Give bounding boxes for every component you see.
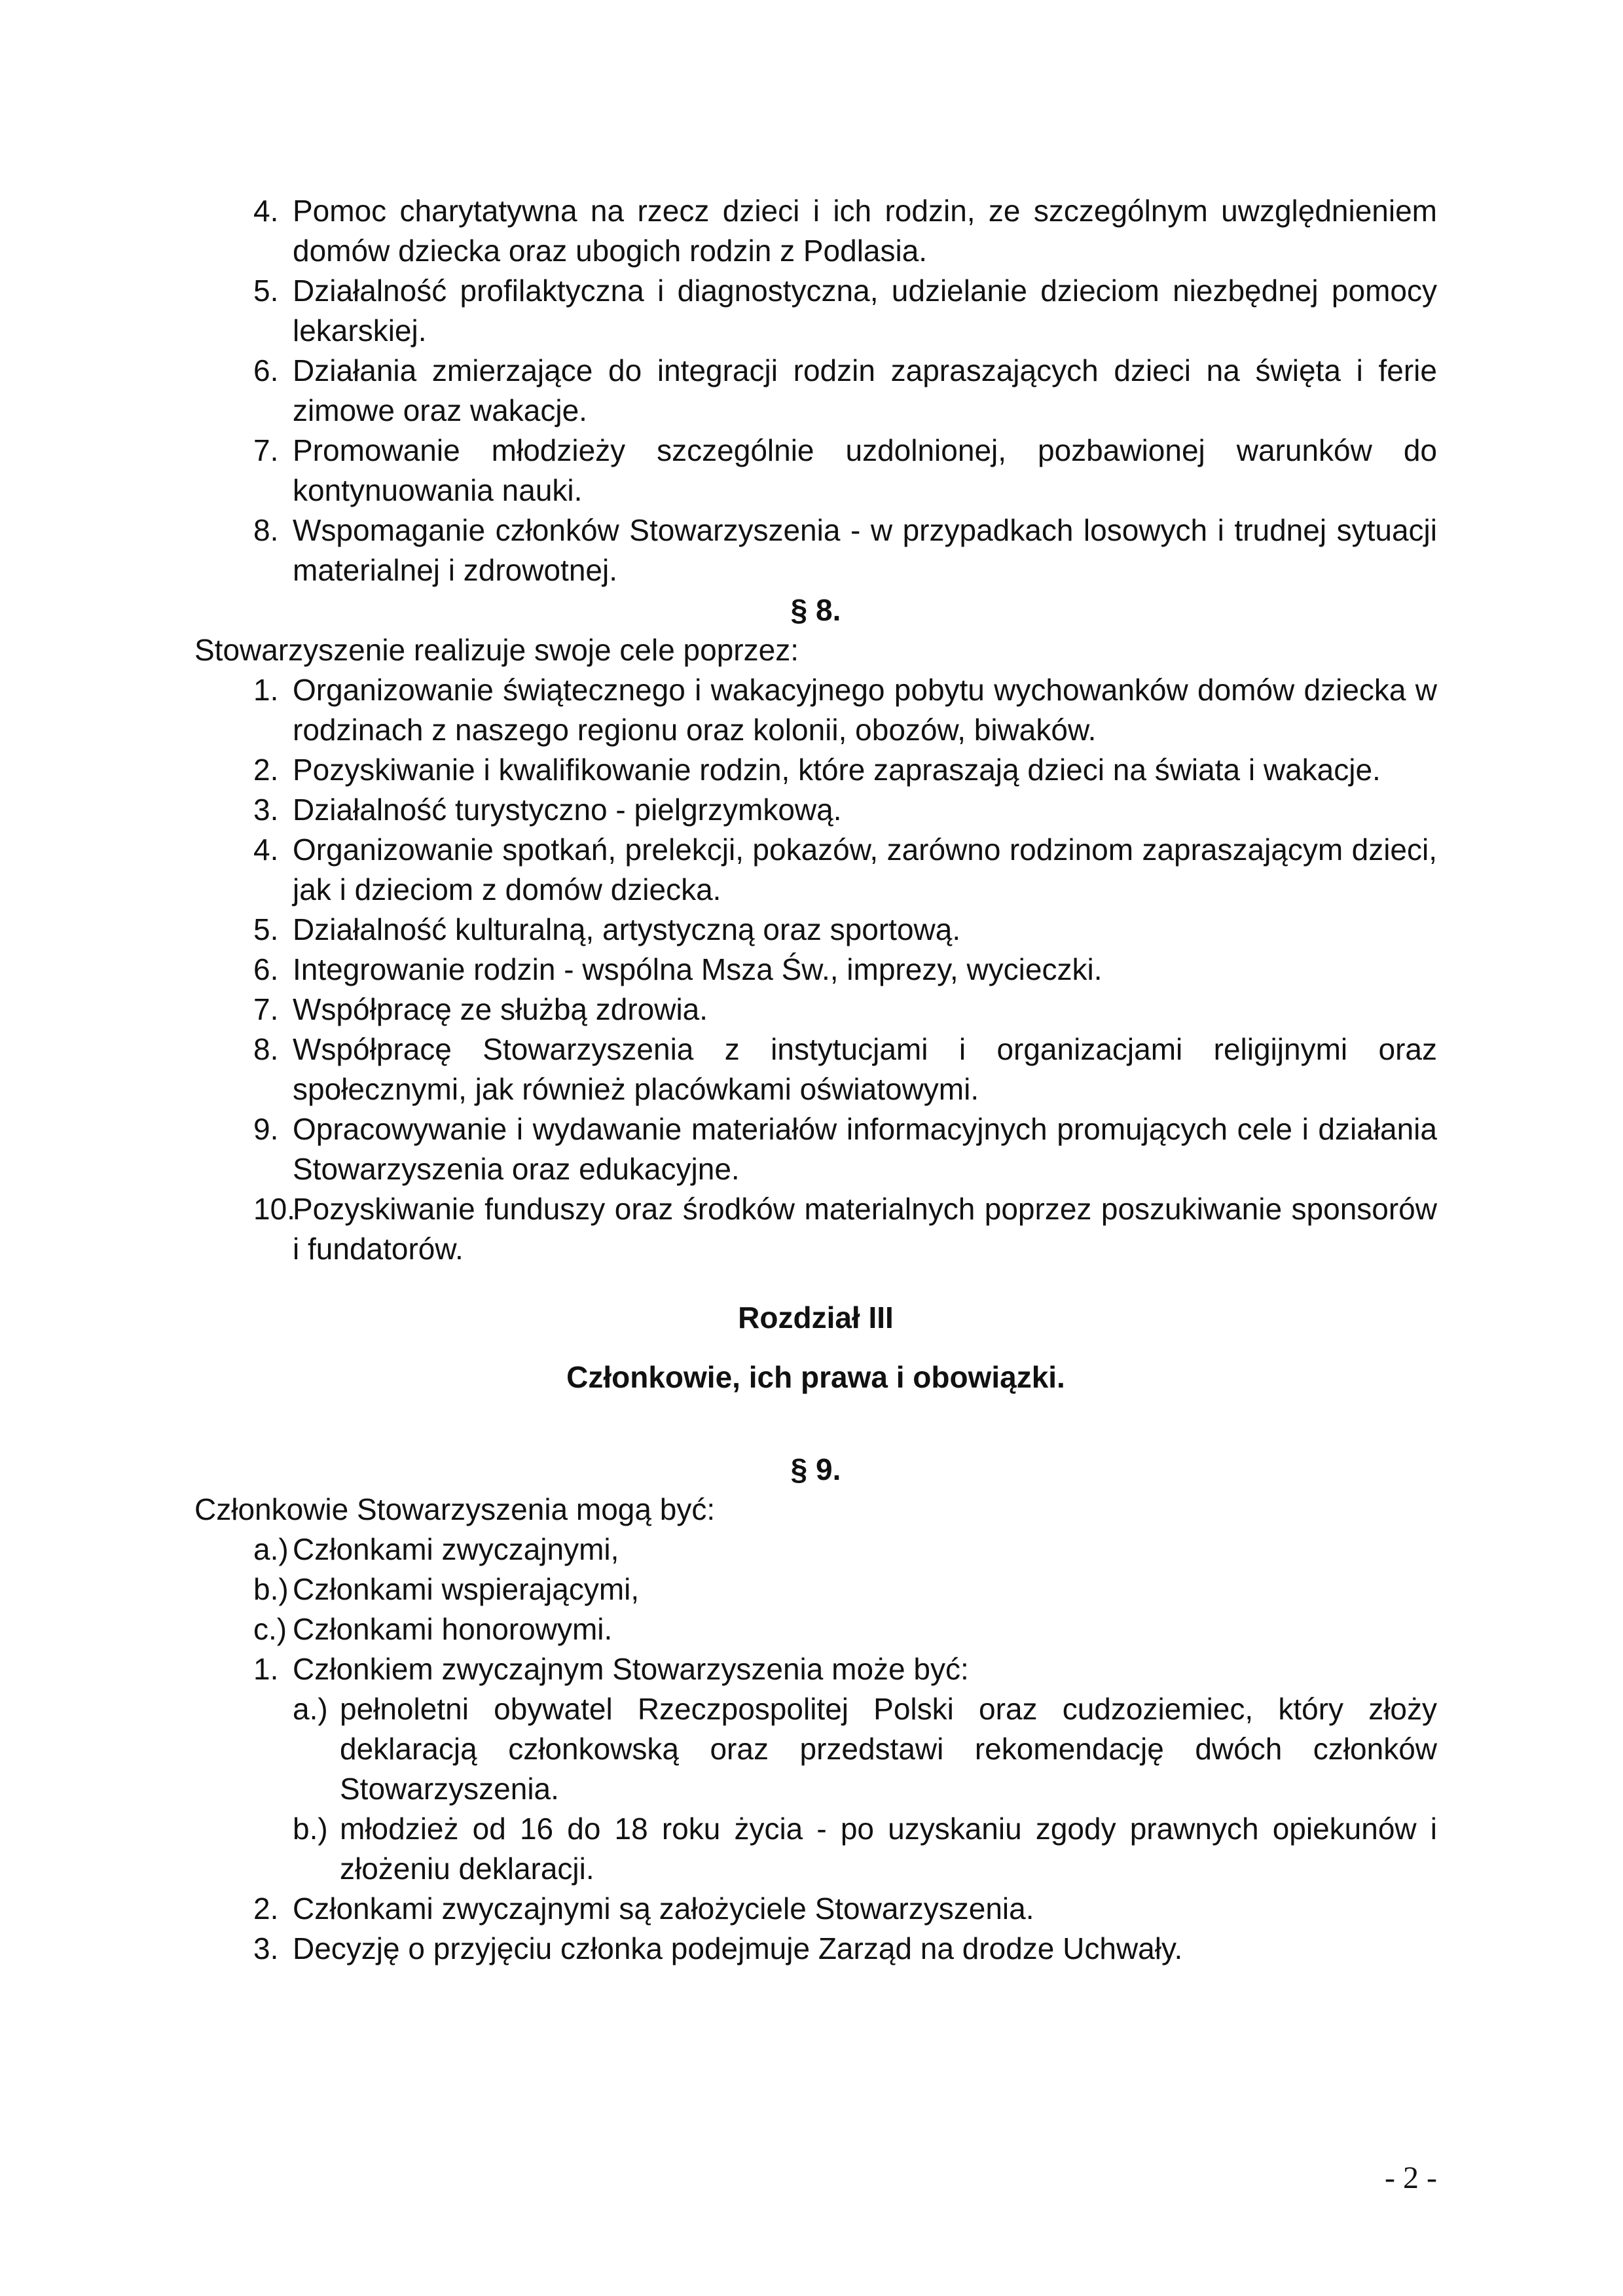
paragraph-9-list-rest	[194, 1889, 1437, 1969]
list-item	[194, 1889, 1437, 1929]
list-item-text: Organizowanie spotkań, prelekcji, pokazów, zarówno rodzinom zapraszającym dzieci, jak i dzieciom z domów dziecka.	[293, 833, 1437, 906]
list-item-number: b.)	[253, 1572, 289, 1606]
list-item-number: 5.	[253, 274, 279, 308]
list-item-text: Współpracę ze służbą zdrowia.	[293, 992, 708, 1026]
list-item-text: Działalność profilaktyczna i diagnostyczna, udzielanie dzieciom niezbędnej pomocy lekarskiej.	[293, 274, 1437, 348]
list-item-text: Pomoc charytatywna na rzecz dzieci i ich rodzin, ze szczególnym uwzględnieniem domów dziecka oraz ubogich rodzin z Podlasia.	[293, 194, 1437, 268]
list-item-number: 4.	[253, 194, 279, 228]
paragraph-9-intro: Członkowie Stowarzyszenia mogą być:	[194, 1492, 716, 1526]
list-item-text: Pozyskiwanie i kwalifikowanie rodzin, które zapraszają dzieci na świata i wakacje.	[293, 753, 1381, 787]
chapter-number: Rozdział III	[738, 1300, 894, 1335]
list-item-number: 4.	[253, 833, 279, 867]
list-item-text: Wspomaganie członków Stowarzyszenia - w przypadkach losowych i trudnej sytuacji materialnej i zdrowotnej.	[293, 513, 1437, 587]
list-item-text: pełnoletni obywatel Rzeczpospolitej Polski oraz cudzoziemiec, który złoży deklaracją członkowską oraz przedstawi rekomendację dwóch członków Stowarzyszenia.	[340, 1692, 1437, 1806]
goals-list	[194, 191, 1437, 590]
list-item-text: Opracowywanie i wydawanie materiałów informacyjnych promujących cele i działania Stowarzyszenia oraz edukacyjne.	[293, 1112, 1437, 1186]
list-item	[194, 1189, 1437, 1269]
list-item-text: Członkami zwyczajnymi są założyciele Stowarzyszenia.	[293, 1892, 1034, 1926]
list-item-number: 7.	[253, 992, 279, 1026]
list-item	[194, 790, 1437, 830]
list-item-text: Działalność turystyczno - pielgrzymkową.	[293, 793, 842, 827]
list-item-text: Działania zmierzające do integracji rodzin zapraszających dzieci na święta i ferie zimowe oraz wakacje.	[293, 353, 1437, 427]
list-item-text: Integrowanie rodzin - wspólna Msza Św., imprezy, wycieczki.	[293, 952, 1103, 986]
list-item-number: 3.	[253, 1931, 279, 1965]
list-item-number: a.)	[253, 1532, 289, 1566]
list-item	[194, 1109, 1437, 1189]
chapter-title: Członkowie, ich prawa i obowiązki.	[566, 1360, 1065, 1394]
list-item-text: Członkami zwyczajnymi,	[293, 1532, 619, 1566]
list-item	[194, 990, 1437, 1030]
paragraph-9-item-1	[194, 1649, 1437, 1689]
list-item	[194, 750, 1437, 790]
list-item-number: a.)	[293, 1692, 328, 1726]
list-item-text: Promowanie młodzieży szczególnie uzdolnionej, pozbawionej warunków do kontynuowania nauki.	[293, 433, 1437, 507]
list-item	[194, 1530, 1437, 1570]
list-item-text: Członkami honorowymi.	[293, 1612, 613, 1646]
member-types-list	[194, 1530, 1437, 1649]
list-item-text: Współpracę Stowarzyszenia z instytucjami i organizacjami religijnymi oraz społecznymi, jak również placówkami oświatowymi.	[293, 1032, 1437, 1106]
list-item-number: 1.	[253, 673, 279, 707]
list-item-text: Decyzję o przyjęciu członka podejmuje Zarząd na drodze Uchwały.	[293, 1931, 1183, 1965]
list-item	[194, 1649, 1437, 1689]
list-item-number: 10.	[253, 1192, 295, 1226]
list-item-number: 9.	[253, 1112, 279, 1146]
list-item	[194, 830, 1437, 910]
list-item-number: b.)	[293, 1812, 328, 1846]
regular-member-conditions	[194, 1689, 1437, 1889]
list-item	[194, 1809, 1437, 1889]
list-item	[194, 191, 1437, 271]
paragraph-8-list	[194, 670, 1437, 1269]
list-item-number: 6.	[253, 952, 279, 986]
page-number: - 2 -	[1385, 2161, 1437, 2195]
list-item-text: młodzież od 16 do 18 roku życia - po uzyskaniu zgody prawnych opiekunów i złożeniu deklaracji.	[340, 1812, 1437, 1886]
list-item	[194, 351, 1437, 431]
list-item-number: 6.	[253, 353, 279, 387]
list-item	[194, 431, 1437, 511]
list-item-number: c.)	[253, 1612, 287, 1646]
list-item	[194, 511, 1437, 590]
list-item-text: Działalność kulturalną, artystyczną oraz sportową.	[293, 912, 961, 946]
list-item	[194, 271, 1437, 351]
list-item	[194, 1609, 1437, 1649]
list-item-number: 3.	[253, 793, 279, 827]
paragraph-9-heading: § 9.	[790, 1452, 841, 1486]
list-item	[194, 1570, 1437, 1609]
list-item	[194, 950, 1437, 990]
list-item-text: Organizowanie świątecznego i wakacyjnego pobytu wychowanków domów dziecka w rodzinach z naszego regionu oraz kolonii, obozów, biwaków.	[293, 673, 1437, 747]
list-item-text: Pozyskiwanie funduszy oraz środków materialnych poprzez poszukiwanie sponsorów i fundatorów.	[293, 1192, 1437, 1266]
list-item-number: 8.	[253, 513, 279, 547]
list-item	[194, 1689, 1437, 1809]
list-item-number: 7.	[253, 433, 279, 467]
list-item-number: 2.	[253, 1892, 279, 1926]
list-item-number: 2.	[253, 753, 279, 787]
document-body	[194, 191, 1437, 1969]
list-item-number: 8.	[253, 1032, 279, 1066]
list-item-text: Członkiem zwyczajnym Stowarzyszenia może być:	[293, 1652, 969, 1686]
paragraph-8-intro: Stowarzyszenie realizuje swoje cele poprzez:	[194, 633, 799, 667]
list-item	[194, 1929, 1437, 1969]
list-item-number: 1.	[253, 1652, 279, 1686]
list-item	[194, 1030, 1437, 1109]
list-item	[194, 670, 1437, 750]
list-item-text: Członkami wspierającymi,	[293, 1572, 640, 1606]
paragraph-8-heading: § 8.	[790, 593, 841, 627]
list-item-number: 5.	[253, 912, 279, 946]
list-item	[194, 910, 1437, 950]
